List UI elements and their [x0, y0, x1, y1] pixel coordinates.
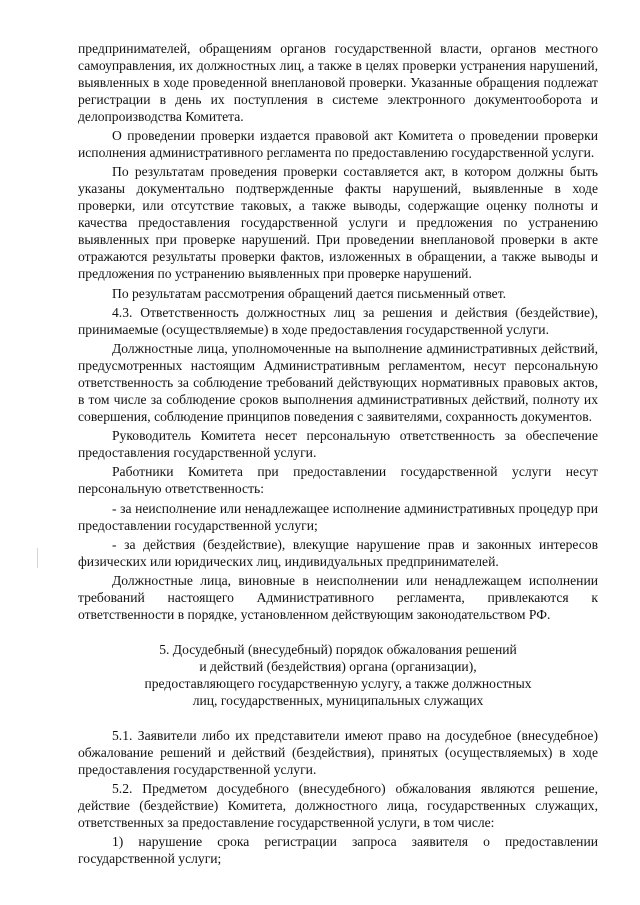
section-5-heading [78, 641, 598, 709]
heading-line: 5. Досудебный (внесудебный) порядок обжалования решений [159, 641, 517, 657]
paragraph: По результатам проведения проверки составляется акт, в котором должны быть указаны документально подтвержденные факты нарушений, выявленные в ходе проверки, или отсутствие таковых, а также выводы, содержащие оценку полноты и качества предоставления государственной услуги и предложения по устранению выявленных при проверке нарушений. При проведении внеплановой проверки в акте отражаются результаты проверки фактов, изложенных в обращении, а также выводы и предложения по устранению выявленных при проверке нарушений. [78, 164, 598, 282]
paragraph: По результатам рассмотрения обращений дается письменный ответ. [112, 285, 507, 301]
body-text-before [78, 40, 598, 623]
paragraph: Должностные лица, виновные в неисполнении или ненадлежащем исполнении требований настоящего Административного регламента, привлекаются к ответственности в порядке, установленном действующим законодательством РФ. [78, 572, 598, 622]
paragraph: - за действия (бездействие), влекущие нарушение прав и законных интересов физических или юридических лиц, индивидуальных предпринимателей. [78, 536, 598, 569]
heading-line: и действий (бездействия) органа (организации), [199, 658, 477, 674]
paragraph: 5.2. Предметом досудебного (внесудебного) обжалования являются решение, действие (бездействие) Комитета, должностного лица, государственных служащих, ответственных за предоставление государственной услуги, в том числе: [78, 781, 598, 831]
paragraph: О проведении проверки издается правовой акт Комитета о проведении проверки исполнения административного регламента по предоставлению государственной услуги. [78, 128, 598, 161]
margin-mark [37, 548, 38, 568]
paragraph: 1) нарушение срока регистрации запроса заявителя о предоставлении государственной услуги; [78, 834, 598, 867]
heading-line: лиц, государственных, муниципальных служащих [192, 692, 484, 708]
paragraph: Должностные лица, уполномоченные на выполнение административных действий, предусмотренных настоящим Административным регламентом, несут персональную ответственность за соблюдение требований действующих нормативных правовых актов, в том числе за соблюдение сроков выполнения административных действий, полноту их совершения, соблюдение принципов поведения с заявителями, сохранность документов. [78, 340, 598, 424]
heading-line: предоставляющего государственную услугу, а также должностных [144, 675, 532, 691]
paragraph: предпринимателей, обращениям органов государственной власти, органов местного самоуправления, их должностных лиц, а также в целях проверки устранения нарушений, выявленных в ходе проведенной внеплановой проверки. Указанные обращения подлежат регистрации в день их поступления в системе электронного документооборота и делопроизводства Комитета. [78, 41, 598, 124]
body-text-after [78, 727, 598, 867]
paragraph: Руководитель Комитета несет персональную ответственность за обеспечение предоставления государственной услуги. [78, 428, 598, 461]
paragraph: 5.1. Заявители либо их представители имеют право на досудебное (внесудебное) обжалование решений и действий (бездействия), принятых (осуществляемых) в ходе предоставления государственной услуги. [78, 727, 598, 777]
paragraph: - за неисполнение или ненадлежащее исполнение административных процедур при предоставлении государственной услуги; [78, 500, 598, 533]
paragraph: Работники Комитета при предоставлении государственной услуги несут персональную ответственность: [78, 464, 598, 497]
document-page [78, 40, 598, 869]
paragraph: 4.3. Ответственность должностных лиц за решения и действия (бездействие), принимаемые (осуществляемые) в ходе предоставления государственной услуги. [78, 304, 598, 337]
